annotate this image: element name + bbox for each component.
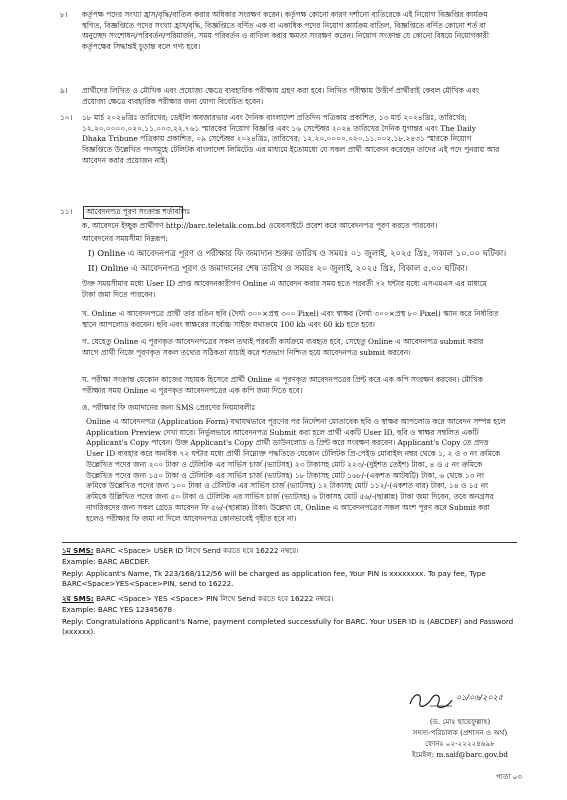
clause-uma-text: Online এ আবেদনপত্র (Application Form) যথাযথভাবে পূরণের পর নির্দেশনা মোতাবেক ছবি ও স্বাক্ষর আপলোড করে আবেদন সম্পন্ন হলে Application Preview দেখা যাবে। নির্ভুলভাবে আবেদনপত্র Submit করা হলে প্রার্থী একটি User ID, ছবি ও স্বাক্ষর সম্বলিত একটি Applicant's Copy পাবেন। উক্ত Applicant's Copy প্রার্থী ডাউনলোড ও প্রিন্ট করে সংরক্ষণ করবেন। Applicant's Copy তে প্রদত্ত User ID ব্যবহার করে অনধিক ৭২ ঘন্টার মধ্যে প্রার্থী নিম্নোক্ত পদ্ধতিতে যেকোন টেলিটক প্রি-পেইড মোবাইল নম্বর থেকে ১, ২ ও ৩ নং ক্রমিকে উল্লেখিত পদের জন্য ২০০ টাকা ও টেলিটক এর সার্ভিস চার্জ (ভ্যাটসহ) ২৩ টাকাসহ মোট ২২৩/-(দুইশত তেইশ) টাকা, ৪ ও ৫ নং ক্রমিকে উল্লেখিত পদের জন্য ১৫০ টাকা ও টেলিটক এর সার্ভিস চার্জ (ভ্যাটসহ) ১৮ টাকাসহ মোট ১৬৮/-(একশত আটষট্টি) টাকা, ৬ থেকে ১৩ নং ক্রমিকে উল্লেখিত পদের জন্য ১০০ টাকা ও টেলিটক এর সার্ভিস চার্জ (ভ্যাটসহ) ১২ টাকাসহ মোট ১১২/-(একশত বার) টাকা, ১৪ ও ১৫ নং ক্রমিকে উল্লিখিত পদের জন্য ৫০ টাকা ও টেলিটক এর সার্ভিস চার্জ (ভ্যাটসহ) ৬ টাকাসহ মোট ৫৬/-(ছাপ্পান্ন) টাকা জমা দিবেন, তবে অনগ্রসর নাগরিকদের জন্য সকল গ্রেডে আবেদন ফি ৫৬/-(ছাপ্পান্ন) টাকা। উল্লেখ্য যে, Online এ আবেদনপত্রের সকল অংশ পূরণ করে Submit করা হলেও পরীক্ষার ফি জমা না দিলে আবেদনপত্র কোনভাবেই গৃহীত হবে না। [86, 417, 506, 523]
signatory-name: (ড. মোঃ ছায়েফুল্লাহ) [429, 717, 491, 726]
sms-2-label: ২য় SMS: [62, 594, 94, 603]
divider-top [62, 542, 517, 543]
signatory-email: ইমেইল: m.saif@barc.gov.bd [412, 750, 508, 760]
schedule-end: II) Online এ আবেদনপত্র পূরণ ও জমাদানের শেষ তারিখ ও সময়ঃ ২০ জুলাই, ২০২৫ খ্রিঃ, বিকাল ৫.০০ ঘটিকা। [88, 263, 468, 273]
item-8-text: কর্তৃপক্ষ পদের সংখ্যা হ্রাস/বৃদ্ধি/বাতিল করার অধিকার সংরক্ষণ করেন। কর্তৃপক্ষ কোনো কারণ দর্শানো ব্যতিরেকে এই নিয়োগ বিজ্ঞপ্তির কার্যক্রম স্থগিত, বিজ্ঞপ্তিতে পদের সংখ্যা হ্রাস/বৃদ্ধি, বিজ্ঞপ্তিতে বর্ণিত এক বা একাধিক পদের নিয়োগ কার্যক্রম বাতিল, বিজ্ঞপ্তিতে বর্ণিত কোনো শর্ত বা অনুচ্ছেদ সংশোধন/পরিবর্তন/পরিমার্জন, সময় পরিবর্তন ও বাতিল করার ক্ষমতা সংরক্ষণ করেন। নিয়োগ সংক্রান্ত যে কোনো বিষয়ে নিয়োগকারী কর্তৃপক্ষের সিদ্ধান্তই চূড়ান্ত বলে গণ্য হবে। [82, 10, 489, 52]
clause-ga: গ. যেহেতু Online এ পূরণকৃত আবেদনপত্রের সকল তথ্যই পরবর্তী কার্যক্রমে ব্যবহৃত হবে, সেহেতু Online এ আবেদনপত্র submit করার আগে প্রার্থী নিজে পূরণকৃত সকল তথ্যের সঠিকতা যাচাই করে শতভাগ নিশ্চিত হয়ে আবেদনপত্র submit করবেন। [82, 337, 484, 357]
sms-1-text: BARC <Space> USER ID লিখে Send করতে হবে 16222 নম্বরে। [95, 546, 299, 555]
clause-kha: খ. Online এ আবেদনপত্রে প্রার্থী তার রঙিন ছবি (দৈর্ঘ্য ৩০০×প্রস্থ ৩০০ Pixel) এবং স্বাক্ষর (দৈর্ঘ্য ৩০০×প্রস্থ ৮০ Pixel) স্ক্যান করে নির্ধারিত স্থানে আপলোড করবেন। ছবি এবং স্বাক্ষরের সর্বোচ্চ সাইজ যথাক্রমে 100 kb এবং 60 kb হতে হবে। [82, 309, 499, 329]
schedule-start: I) Online এ আবেদনপত্র পূরণ ও পরীক্ষার ফি জমাদান শুরুর তারিখ ও সময়ঃ ০১ জুলাই, ২০২৫ খ্রিঃ, সকাল ১০.০০ ঘটিকা। [88, 248, 507, 258]
schedule-title: আবেদনের সময়সীমা নিম্নরূপ: [82, 234, 168, 243]
signature-date: ০১/০৬/২০২৫ [456, 693, 503, 702]
signature-info [395, 716, 525, 761]
signature-handwritten [400, 686, 520, 714]
sms-1-label: ১ম SMS: [62, 546, 94, 555]
signatory-phone: ফোনঃ ০২-২২২২৪৬৯৮ [425, 739, 495, 749]
signatory-designation: সদস্য-পরিচালক (প্রশাসন ও অর্থ) [412, 728, 508, 738]
section-11-heading: আবেদনপত্র পূরণ সংক্রান্ত শর্তাবলিঃ [86, 207, 191, 216]
clause-ka: ক. আবেদনে ইচ্ছুক প্রার্থীগণ http://barc.teletalk.com.bd ওয়েবসাইটে প্রবেশ করে আবেদনপত্র পূরণ করতে পারবেন। [82, 221, 438, 230]
item-8-number: ৮। [60, 10, 68, 19]
item-9-text: প্রার্থীদের লিখিত ও মৌখিক এবং প্রযোজ্য ক্ষেত্রে ব্যবহারিক পরীক্ষায় গ্রহণ করা হবে। লিখিত পরীক্ষায় উত্তীর্ণ প্রার্থীরাই কেবল মৌখিক এবং প্রযোজ্য ক্ষেত্রে ব্যবহারিক পরীক্ষার জন্য যোগ্য বিবেচিত হবেন। [82, 86, 480, 106]
item-10-text: ১৮ মার্চ ২০২৪খ্রিঃ তারিখের; ডেইলি অবজারভার এবং দৈনিক বাংলাদেশ প্রতিদিন পত্রিকায় প্রকাশিত, ১৩ মার্চ ২০২৪খ্রিঃ, তারিখের; ১২.২০.০০০০.০২০.১১.০০৩.২২.৭৬১ স্মারকের নিয়োগ বিজ্ঞপ্তি এবং ১৬ সেপ্টেম্বর ২০২৪ তারিখের দৈনিক যুগান্তর এবং The Daily Dhaka Tribune পত্রিকায় প্রকাশিত, ০৯ সেপ্টেম্বর ২০২৪খ্রিঃ, তারিখের; ১২.২০.০০০০.০২০.১১.০০২.১৮.২৪৩১ স্মারকে নিয়োগ বিজ্ঞপ্তিতে উল্লেখিত পদসমূহে টেলিটক বাংলাদেশ লিমিটেড এর মাধ্যমে ইতোমধ্যে যে সকল প্রার্থী আবেদন করেছেন তাদের এই পদে পুনরায় আর আবেদন করার প্রয়োজন নাই। [82, 113, 500, 165]
item-10-number: ১০। [60, 113, 73, 122]
item-9-number: ৯। [60, 86, 68, 95]
page-number: পাতা ০৩ [496, 772, 523, 781]
schedule-note: উক্ত সময়সীমার মধ্যে User ID প্রাপ্ত আবেদনকারীগণ Online এ আবেদন করার সময় হতে পরবর্তী ৭২ ঘন্টার মধ্যে এসএমএস এর মাধ্যমে টাকা জমা দিতে পারবেন। [82, 279, 487, 299]
sms-1-reply: Reply: Applicant's Name, Tk 223/168/112/56 will be charged as application fee, Your PIN is xxxxxxxx. To pay fee, Type BARC<Space>YES<Space>PIN, send to 16222. [62, 569, 486, 589]
sms-2-example: Example: BARC YES 12345678 [62, 605, 173, 614]
sms-1-example: Example: BARC ABCDEF. [62, 557, 150, 566]
clause-gha: ঘ. পরীক্ষা সংক্রান্ত যেকোন কাজের সহায়ক হিসেবে প্রার্থী Online এ পূরণকৃত আবেদনপত্রের প্রিন্ট করে এক কপি সংরক্ষণ করবেন। মৌখিক পরীক্ষার সময় Online এ পূরণকৃত আবেদনপত্রের এক কপি জমা দিতে হবে। [82, 375, 483, 395]
sms-2-reply: Reply: Congratulations Applicant's Name, payment completed successfully for BARC. Your USER ID is (ABCDEF) and Password (xxxxxx). [62, 617, 514, 637]
sms-2-text: BARC <Space> YES <Space> PIN লিখে Send করতে হবে 16222 নম্বরে। [96, 594, 334, 603]
sms-1-line [62, 546, 517, 556]
clause-uma-title: ঙ. পরীক্ষার ফি জমাদানের জন্য SMS প্রেরণের নিয়মাবলীঃ [82, 403, 256, 412]
sms-2-line [62, 594, 517, 604]
item-11-number: ১১। [60, 207, 73, 216]
